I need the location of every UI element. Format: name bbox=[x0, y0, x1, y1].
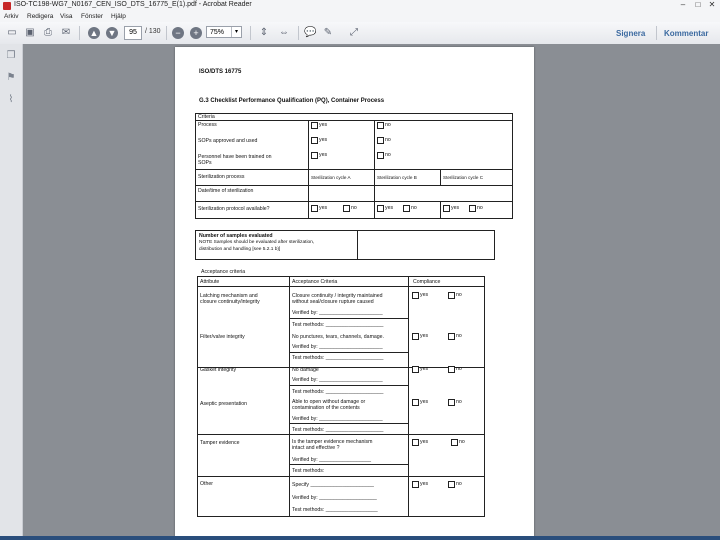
left-navigation-pane bbox=[0, 44, 23, 538]
other-attr: Other bbox=[200, 481, 213, 487]
cycle-c-label: Sterilization cycle C bbox=[443, 175, 484, 180]
section-title: G.3 Checklist Performance Qualification (PQ), Container Process bbox=[199, 98, 385, 104]
filter-yes-checkbox[interactable] bbox=[412, 333, 419, 340]
page-total: / 130 bbox=[145, 28, 161, 35]
protocol-c-no-checkbox[interactable] bbox=[469, 205, 476, 212]
window-title: ISO-TC198-WG7_N0167_CEN_ISO_DTS_16775_E(1).pdf - Acrobat Reader bbox=[14, 1, 252, 8]
filter-verified: Verified by: ______________________ bbox=[292, 344, 383, 350]
col-attribute: Attribute bbox=[200, 279, 220, 285]
filter-yes-label: yes bbox=[420, 333, 429, 339]
other-yes-label: yes bbox=[420, 481, 429, 487]
latching-no-label: no bbox=[456, 292, 462, 298]
other-verified: Verified by: ____________________ bbox=[292, 495, 377, 501]
sops-no-label: no bbox=[385, 137, 391, 143]
criteria-sops-label: SOPs approved and used bbox=[198, 138, 258, 144]
toolbar bbox=[0, 22, 720, 45]
protocol-c-yes-label: yes bbox=[451, 205, 460, 211]
tamper-attr: Tamper evidence bbox=[200, 440, 240, 446]
zoom-value: 75% bbox=[210, 29, 225, 36]
protocol-a-yes-label: yes bbox=[319, 205, 328, 211]
sops-no-checkbox[interactable] bbox=[377, 137, 384, 144]
minimize-button[interactable]: – bbox=[680, 0, 686, 9]
protocol-b-yes-label: yes bbox=[385, 205, 394, 211]
print-icon[interactable]: ⎙ bbox=[44, 27, 52, 38]
signera-button[interactable]: Signera bbox=[616, 29, 646, 38]
protocol-c-yes-checkbox[interactable] bbox=[443, 205, 450, 212]
latching-verified: Verified by: ______________________ bbox=[292, 310, 383, 316]
save-icon[interactable]: ▣ bbox=[25, 27, 35, 38]
personnel-no-label: no bbox=[385, 152, 391, 158]
latching-test: Test methods: ____________________ bbox=[292, 322, 384, 328]
aseptic-no-label: no bbox=[456, 399, 462, 405]
acrobat-app-icon bbox=[3, 2, 11, 10]
tamper-no-label: no bbox=[459, 439, 465, 445]
personnel-no-checkbox[interactable] bbox=[377, 152, 384, 159]
criteria-personnel-label: Personnel have been trained on bbox=[198, 154, 272, 160]
latching-attr-2: closure continuity/integrity bbox=[200, 299, 260, 305]
criteria-header: Criteria bbox=[198, 114, 215, 120]
personnel-yes-checkbox[interactable] bbox=[311, 152, 318, 159]
process-yes-label: yes bbox=[319, 122, 328, 128]
taskbar bbox=[0, 536, 720, 540]
latching-crit-2: without seal/closure rupture caused bbox=[292, 299, 374, 305]
protocol-a-yes-checkbox[interactable] bbox=[311, 205, 318, 212]
other-test: Test methods: __________________ bbox=[292, 507, 378, 513]
bookmarks-icon[interactable]: ⚑ bbox=[6, 72, 16, 83]
samples-title: Number of samples evaluated bbox=[199, 233, 273, 239]
cycle-b-label: Sterilization cycle B bbox=[377, 175, 417, 180]
chevron-down-icon: ▾ bbox=[231, 27, 241, 37]
protocol-b-no-label: no bbox=[411, 205, 417, 211]
menu-hjalp[interactable]: Hjälp bbox=[111, 13, 126, 20]
page-number-input[interactable]: 95 bbox=[124, 26, 142, 40]
highlight-icon[interactable]: ✎ bbox=[323, 27, 333, 38]
gasket-no-label: no bbox=[456, 366, 462, 372]
fit-page-icon[interactable]: ⇕ bbox=[259, 27, 269, 38]
gasket-attr: Gasket integrity bbox=[200, 367, 237, 373]
sterilization-process-label: Sterilization process bbox=[198, 174, 245, 180]
latching-no-checkbox[interactable] bbox=[448, 292, 455, 299]
attachments-icon[interactable]: ⌇ bbox=[8, 94, 14, 105]
zoom-out-icon[interactable]: − bbox=[172, 27, 184, 39]
latching-attr: Latching mechanism and bbox=[200, 293, 258, 299]
fit-width-icon[interactable]: ⇔ bbox=[279, 27, 289, 38]
zoom-in-icon[interactable]: + bbox=[190, 27, 202, 39]
protocol-a-no-label: no bbox=[351, 205, 357, 211]
tamper-crit: Is the tamper evidence mechanism bbox=[292, 439, 373, 445]
filter-no-checkbox[interactable] bbox=[448, 333, 455, 340]
filter-no-label: no bbox=[456, 333, 462, 339]
personnel-yes-label: yes bbox=[319, 152, 328, 158]
sops-yes-label: yes bbox=[319, 137, 328, 143]
tamper-no-checkbox[interactable] bbox=[451, 439, 458, 446]
samples-note-2: distribution and handling [see 5.2.1 b)] bbox=[199, 247, 281, 252]
kommentar-button[interactable]: Kommentar bbox=[664, 29, 709, 38]
close-button[interactable]: ✕ bbox=[708, 0, 716, 9]
open-folder-icon[interactable]: ▭ bbox=[7, 27, 17, 38]
other-crit: Specify ______________________ bbox=[292, 482, 374, 488]
doc-header: ISO/DTS 16775 bbox=[199, 69, 242, 75]
datetime-label: Date/time of sterilization bbox=[198, 188, 254, 194]
latching-yes-checkbox[interactable] bbox=[412, 292, 419, 299]
criteria-process-label: Process bbox=[198, 122, 217, 128]
tamper-yes-checkbox[interactable] bbox=[412, 439, 419, 446]
aseptic-crit: Able to open without damage or bbox=[292, 399, 366, 405]
page-thumbnails-icon[interactable]: ❐ bbox=[6, 50, 16, 61]
tamper-yes-label: yes bbox=[420, 439, 429, 445]
latching-crit: Closure continuity / integrity maintained bbox=[292, 293, 383, 299]
gasket-yes-label: yes bbox=[420, 366, 429, 372]
maximize-button[interactable]: □ bbox=[695, 0, 701, 9]
process-no-label: no bbox=[385, 122, 391, 128]
previous-page-icon[interactable]: ▲ bbox=[89, 28, 99, 38]
process-no-checkbox[interactable] bbox=[377, 122, 384, 129]
menu-arkiv[interactable]: Arkiv bbox=[4, 13, 19, 20]
aseptic-yes-checkbox[interactable] bbox=[412, 399, 419, 406]
filter-test: Test methods: ____________________ bbox=[292, 355, 384, 361]
tamper-test: Test methods: bbox=[292, 468, 325, 474]
sops-yes-checkbox[interactable] bbox=[311, 137, 318, 144]
other-no-label: no bbox=[456, 481, 462, 487]
tamper-verified: Verified by: __________________ bbox=[292, 457, 372, 463]
protocol-a-no-checkbox[interactable] bbox=[343, 205, 350, 212]
gasket-crit: No damage bbox=[292, 367, 319, 373]
zoom-select[interactable] bbox=[206, 26, 242, 38]
email-icon[interactable]: ✉ bbox=[61, 27, 71, 38]
samples-note-1: NOTE Samples should be evaluated after sterilization, bbox=[199, 240, 315, 245]
expand-icon[interactable]: ⤢ bbox=[350, 27, 358, 38]
latching-yes-label: yes bbox=[420, 292, 429, 298]
aseptic-crit-2: contamination of the contents bbox=[292, 405, 360, 411]
protocol-b-yes-checkbox[interactable] bbox=[377, 205, 384, 212]
aseptic-test: Test methods: ____________________ bbox=[292, 427, 384, 433]
menu-bar bbox=[0, 12, 720, 22]
protocol-c-no-label: no bbox=[477, 205, 483, 211]
other-no-checkbox[interactable] bbox=[448, 481, 455, 488]
menu-fonster[interactable]: Fönster bbox=[81, 13, 104, 20]
menu-visa[interactable]: Visa bbox=[60, 13, 73, 20]
aseptic-no-checkbox[interactable] bbox=[448, 399, 455, 406]
protocol-b-no-checkbox[interactable] bbox=[403, 205, 410, 212]
gasket-verified: Verified by: ______________________ bbox=[292, 377, 383, 383]
comment-icon[interactable]: 💬 bbox=[304, 27, 317, 38]
protocol-label: Sterilization protocol available? bbox=[198, 206, 270, 212]
gasket-no-checkbox[interactable] bbox=[448, 366, 455, 373]
aseptic-attr: Aseptic presentation bbox=[200, 401, 248, 407]
aseptic-verified: Verified by: ______________________ bbox=[292, 416, 383, 422]
menu-redigera[interactable]: Redigera bbox=[27, 13, 54, 20]
col-compliance: Compliance bbox=[413, 279, 441, 285]
other-yes-checkbox[interactable] bbox=[412, 481, 419, 488]
gasket-yes-checkbox[interactable] bbox=[412, 366, 419, 373]
criteria-personnel-label-2: SOPs bbox=[198, 160, 212, 166]
process-yes-checkbox[interactable] bbox=[311, 122, 318, 129]
next-page-icon[interactable]: ▼ bbox=[107, 28, 117, 38]
filter-crit: No punctures, tears, channels, damage. bbox=[292, 334, 384, 340]
col-acceptance-criteria: Acceptance Criteria bbox=[292, 279, 338, 285]
aseptic-yes-label: yes bbox=[420, 399, 429, 405]
pdf-page bbox=[175, 47, 534, 540]
acceptance-title: Acceptance criteria bbox=[201, 269, 246, 275]
cycle-a-label: Sterilization cycle A bbox=[311, 175, 351, 180]
gasket-test: Test methods: ____________________ bbox=[292, 389, 384, 395]
tamper-crit-2: intact and effective ? bbox=[292, 445, 340, 451]
filter-attr: Filter/valve integrity bbox=[200, 334, 245, 340]
